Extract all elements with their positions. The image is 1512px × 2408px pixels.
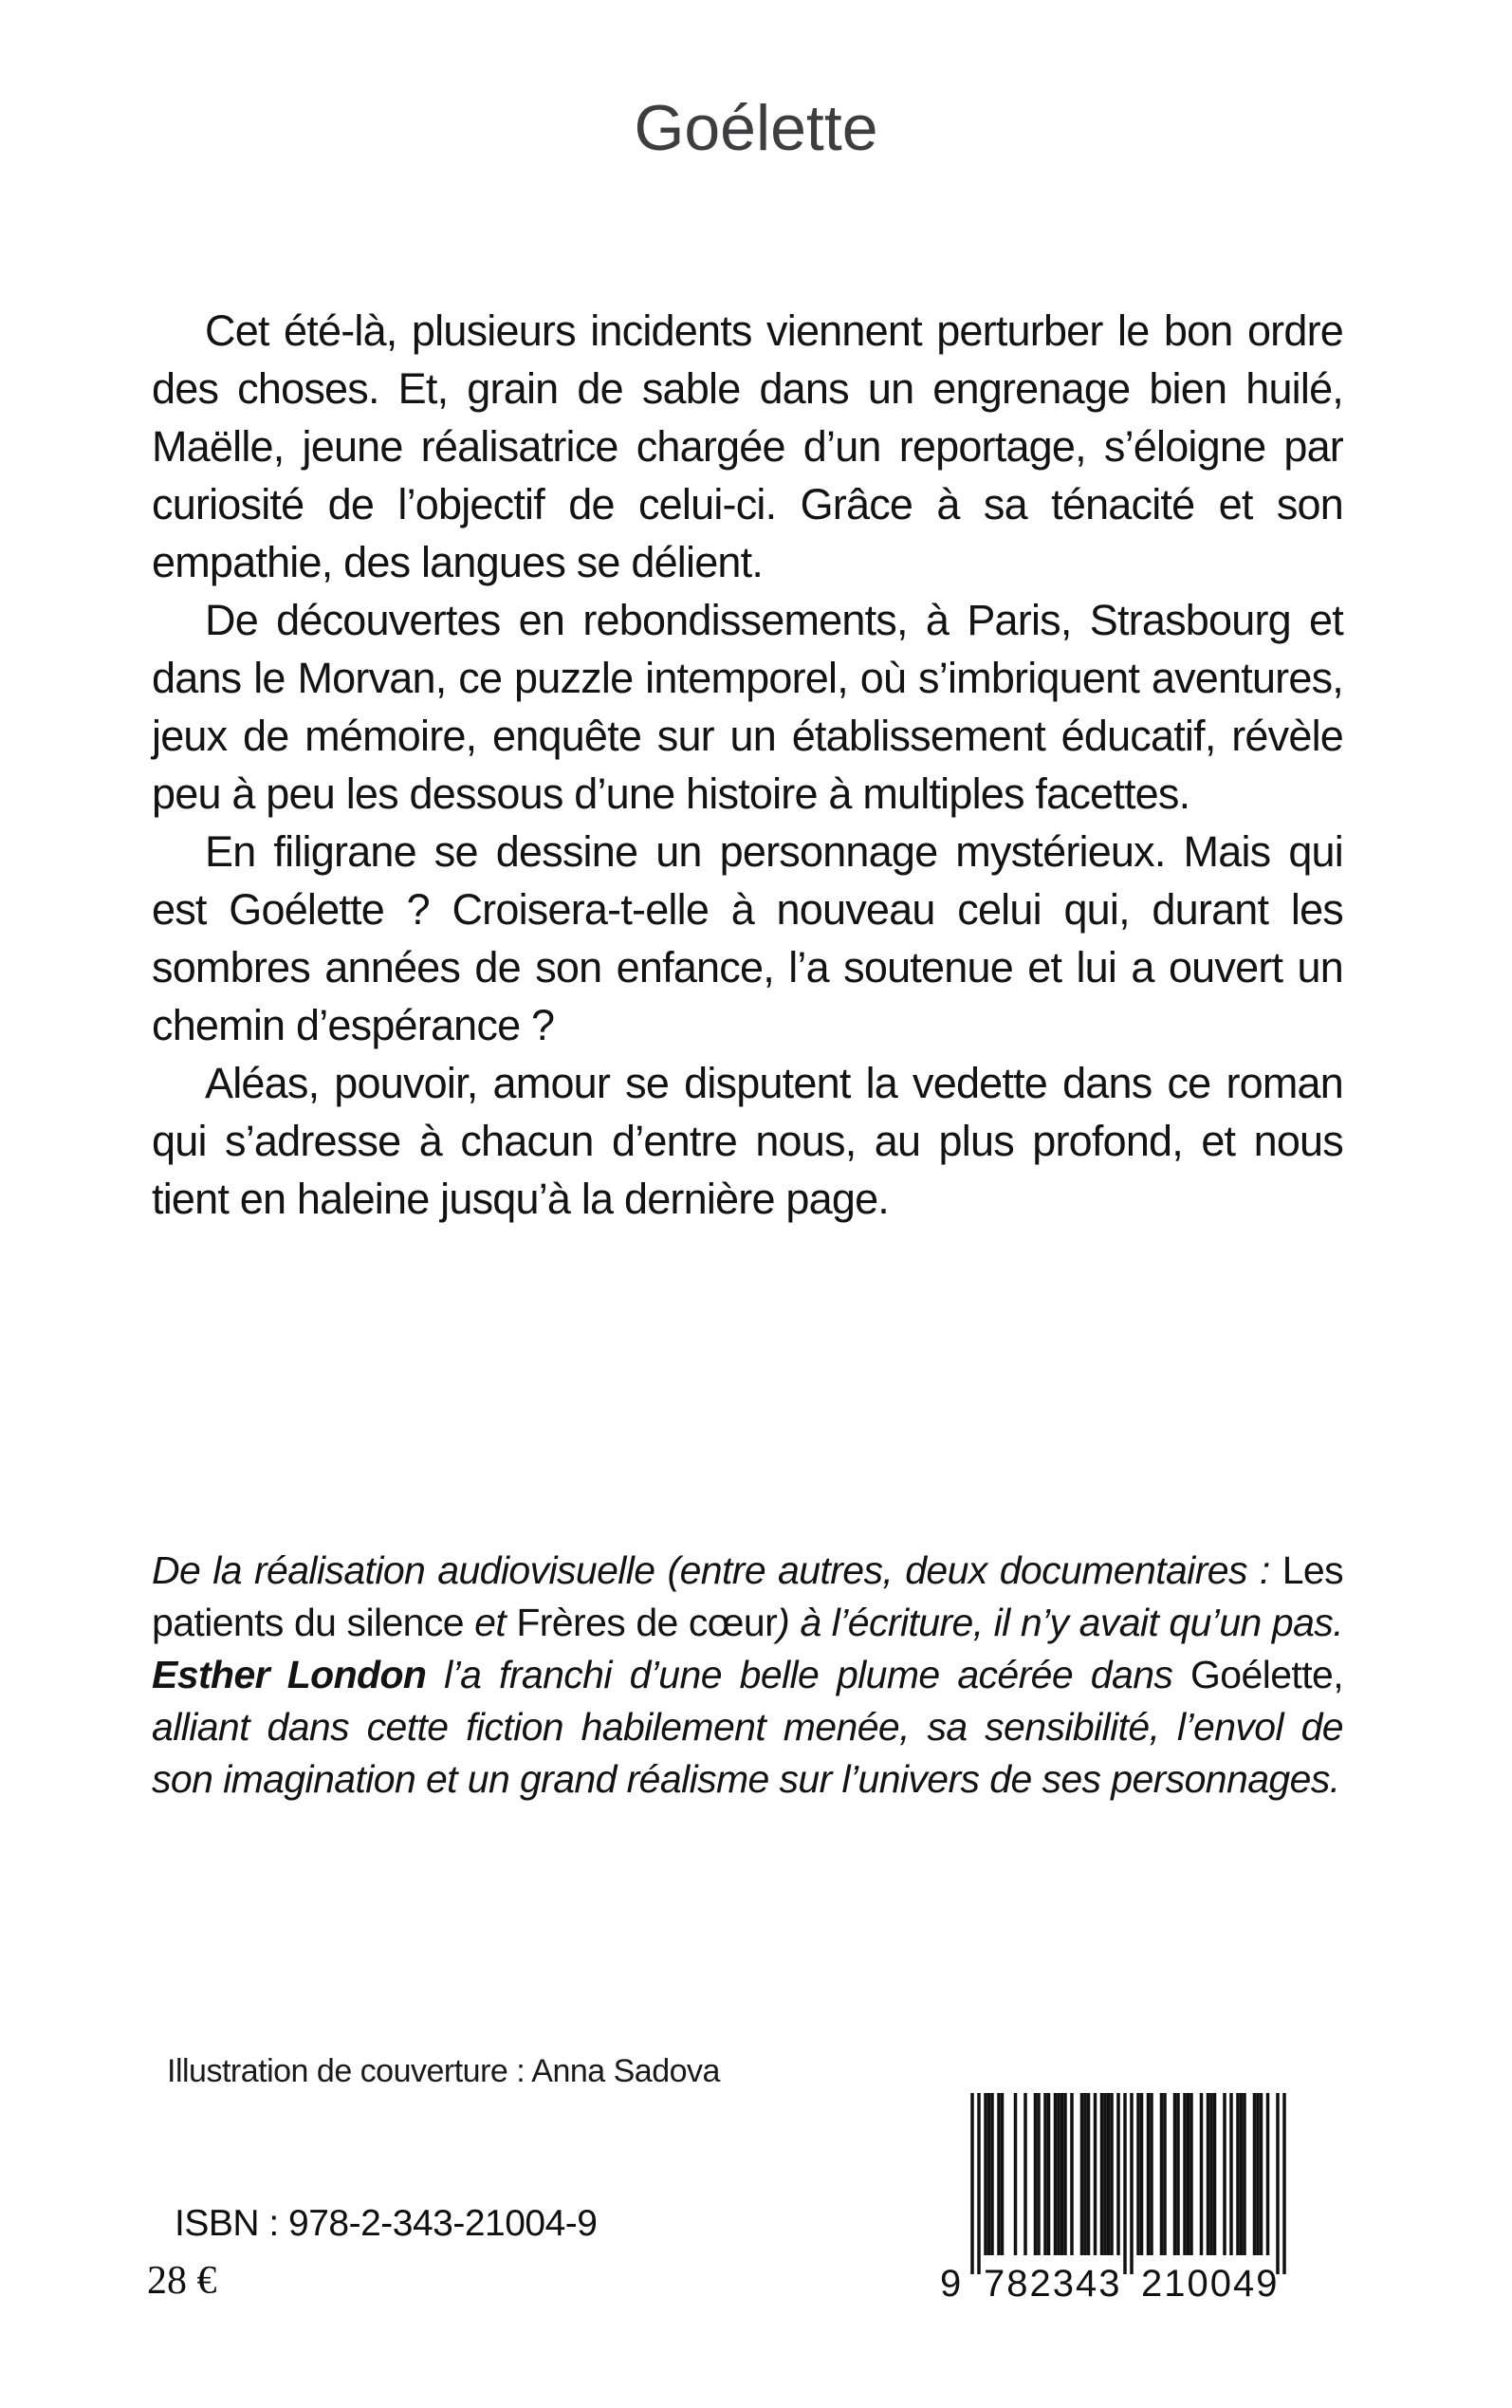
illustration-credit: Illustration de couverture : Anna Sadova — [167, 2053, 720, 2089]
blurb-conjunction: et — [463, 1601, 517, 1644]
book-title-inline: Goélette, — [1190, 1653, 1343, 1696]
blurb-text-2: ) à l’écriture, il n’y avait qu’un pas. — [777, 1601, 1343, 1644]
synopsis-paragraph-1: Cet été-là, plusieurs incidents viennent perturber le bon ordre des choses. Et, grain de sable dans un engrenage bien huilé, Maëlle, jeune réalisatrice chargée d’un reportage, s’éloigne par curiosité de l’objectif de celui-ci. Grâce à sa ténacité et son empathie, des langues se délient. — [152, 306, 1343, 586]
blurb-text-4: alliant dans cette fiction habilement menée, sa sensibilité, l’envol de son imagination et un grand réalisme sur l’univers de ses personnages. — [152, 1705, 1343, 1801]
isbn-text: ISBN : 978-2-343-21004-9 — [175, 2203, 598, 2244]
barcode-right-digits: 210049 — [1141, 2263, 1280, 2305]
price-text: 28 € — [147, 2259, 217, 2303]
synopsis-paragraph-3: En filigrane se dessine un personnage mystérieux. Mais qui est Goélette ? Croisera-t-elle à nouveau celui qui, durant les sombres années de son enfance, l’a soutenue et lui a ouvert un chemin d’espérance ? — [152, 827, 1343, 1049]
barcode-bars — [970, 2093, 1286, 2274]
author-blurb — [152, 1545, 1343, 1806]
synopsis — [152, 302, 1343, 1228]
barcode-first-digit: 9 — [940, 2263, 962, 2305]
author-name: Esther London — [152, 1653, 427, 1696]
synopsis-paragraph-2: De découvertes en rebondissements, à Paris, Strasbourg et dans le Morvan, ce puzzle intemporel, où s’imbriquent aventures, jeux de mémoire, enquête sur un établissement éducatif, révèle peu à peu les dessous d’une histoire à multiples facettes. — [152, 596, 1343, 818]
documentary-title-2: Frères de cœur — [516, 1601, 778, 1644]
blurb-text-1: De la réalisation audiovisuelle (entre autres, deux documentaires : — [152, 1548, 1282, 1592]
synopsis-paragraph-4: Aléas, pouvoir, amour se disputent la vedette dans ce roman qui s’adresse à chacun d’entre nous, au plus profond, et nous tient en haleine jusqu’à la dernière page. — [152, 1059, 1343, 1223]
barcode — [934, 2093, 1290, 2306]
book-title: Goélette — [634, 92, 878, 164]
blurb-text-3: l’a franchi d’une belle plume acérée dans — [426, 1653, 1191, 1696]
barcode-left-digits: 782343 — [984, 2263, 1122, 2305]
documentary-title-1: Les patients du silence — [152, 1548, 1343, 1644]
